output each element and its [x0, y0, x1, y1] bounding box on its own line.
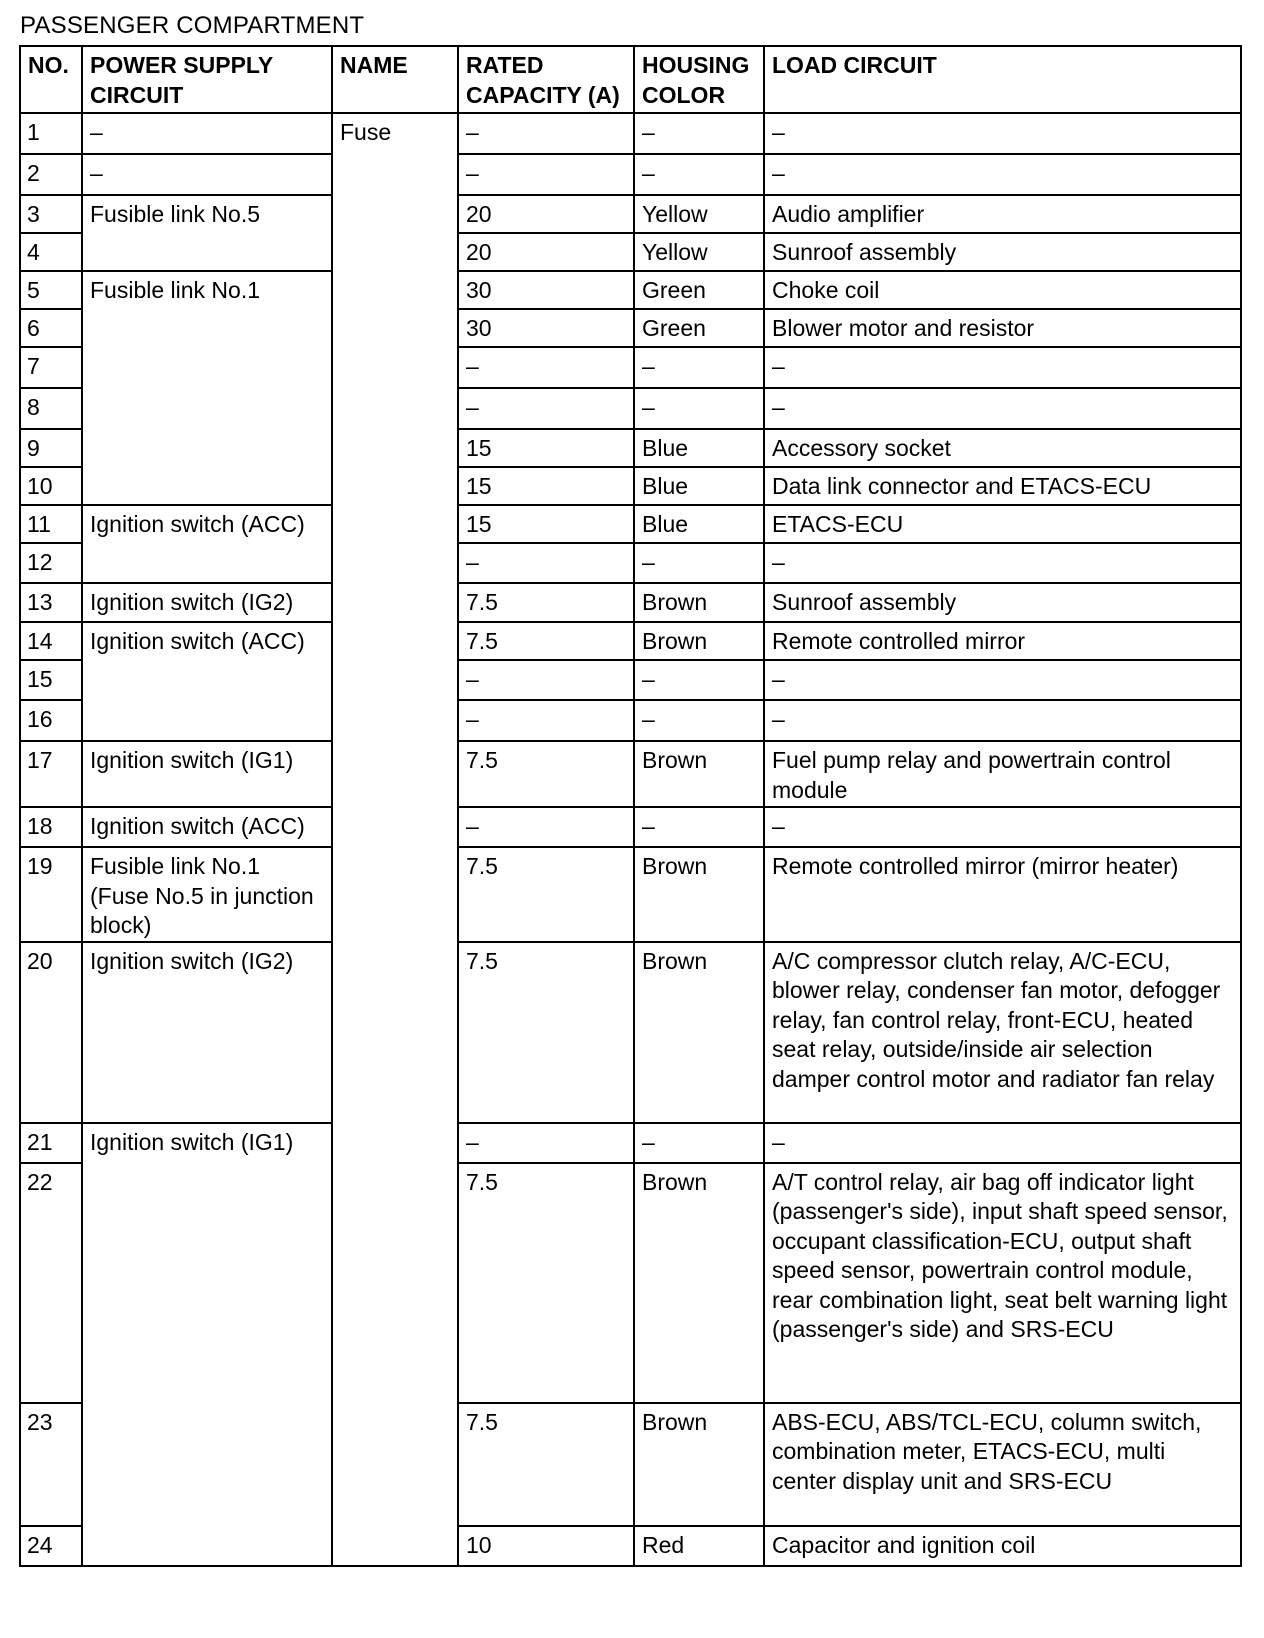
cell-color: Brown — [634, 741, 764, 807]
cell-load: A/C compressor clutch relay, A/C-ECU, blower relay, condenser fan motor, defogger relay, fan control relay, front-ECU, heated seat relay, outside/inside air selection damper control motor and radiator fan relay — [764, 942, 1241, 1123]
cell-no: 9 — [20, 429, 82, 467]
cell-power-supply: Ignition switch (ACC) — [82, 505, 332, 583]
cell-power-supply: – — [82, 113, 332, 154]
cell-load: – — [764, 700, 1241, 741]
cell-load: Blower motor and resistor — [764, 309, 1241, 347]
table-row — [20, 942, 1241, 1123]
cell-no: 21 — [20, 1123, 82, 1163]
cell-power-supply: Ignition switch (IG2) — [82, 583, 332, 622]
cell-no: 15 — [20, 660, 82, 700]
cell-rated: – — [458, 660, 634, 700]
cell-color: Yellow — [634, 195, 764, 233]
cell-color: – — [634, 347, 764, 388]
cell-no: 7 — [20, 347, 82, 388]
header-housing-color: HOUSING COLOR — [634, 46, 764, 113]
table-row — [20, 622, 1241, 660]
cell-color: Yellow — [634, 233, 764, 271]
table-row — [20, 741, 1241, 807]
cell-color: – — [634, 113, 764, 154]
cell-load: Data link connector and ETACS-ECU — [764, 467, 1241, 505]
cell-no: 5 — [20, 271, 82, 309]
cell-load: Sunroof assembly — [764, 233, 1241, 271]
header-name: NAME — [332, 46, 458, 113]
cell-no: 8 — [20, 388, 82, 429]
cell-load: – — [764, 154, 1241, 195]
cell-no: 16 — [20, 700, 82, 741]
cell-rated: 7.5 — [458, 942, 634, 1123]
cell-no: 13 — [20, 583, 82, 622]
cell-color: Brown — [634, 583, 764, 622]
cell-no: 23 — [20, 1403, 82, 1526]
cell-rated: 7.5 — [458, 622, 634, 660]
cell-load: – — [764, 113, 1241, 154]
cell-color: Red — [634, 1526, 764, 1566]
cell-color: Green — [634, 271, 764, 309]
cell-color: Blue — [634, 467, 764, 505]
cell-no: 11 — [20, 505, 82, 543]
cell-rated: 7.5 — [458, 1163, 634, 1403]
table-row — [20, 505, 1241, 543]
cell-color: Blue — [634, 505, 764, 543]
cell-no: 2 — [20, 154, 82, 195]
cell-no: 17 — [20, 741, 82, 807]
cell-power-supply: – — [82, 154, 332, 195]
cell-color: Brown — [634, 622, 764, 660]
table-row — [20, 807, 1241, 847]
table-row — [20, 847, 1241, 942]
cell-rated: 7.5 — [458, 847, 634, 942]
cell-load: Capacitor and ignition coil — [764, 1526, 1241, 1566]
header-power-supply: POWER SUPPLY CIRCUIT — [82, 46, 332, 113]
cell-color: Blue — [634, 429, 764, 467]
cell-power-supply: Fusible link No.1 — [82, 271, 332, 505]
cell-rated: – — [458, 154, 634, 195]
cell-load: – — [764, 1123, 1241, 1163]
cell-load: Fuel pump relay and powertrain control module — [764, 741, 1241, 807]
cell-color: – — [634, 154, 764, 195]
header-row — [20, 46, 1241, 113]
cell-load: Accessory socket — [764, 429, 1241, 467]
cell-rated: – — [458, 388, 634, 429]
cell-load: Remote controlled mirror — [764, 622, 1241, 660]
page-title: PASSENGER COMPARTMENT — [20, 12, 365, 39]
cell-power-supply: Ignition switch (IG1) — [82, 741, 332, 807]
header-no: NO. — [20, 46, 82, 113]
cell-color: – — [634, 807, 764, 847]
cell-rated: 7.5 — [458, 741, 634, 807]
cell-no: 20 — [20, 942, 82, 1123]
cell-no: 6 — [20, 309, 82, 347]
cell-color: – — [634, 700, 764, 741]
cell-rated: 20 — [458, 195, 634, 233]
cell-rated: – — [458, 700, 634, 741]
table-row — [20, 113, 1241, 154]
cell-rated: – — [458, 807, 634, 847]
cell-power-supply: Fusible link No.5 — [82, 195, 332, 271]
cell-no: 12 — [20, 543, 82, 583]
cell-rated: 10 — [458, 1526, 634, 1566]
cell-rated: 30 — [458, 271, 634, 309]
table-row — [20, 195, 1241, 233]
cell-load: – — [764, 347, 1241, 388]
cell-no: 3 — [20, 195, 82, 233]
cell-power-supply: Ignition switch (IG2) — [82, 942, 332, 1123]
cell-color: – — [634, 660, 764, 700]
cell-rated: – — [458, 543, 634, 583]
cell-load: Remote controlled mirror (mirror heater) — [764, 847, 1241, 942]
cell-no: 14 — [20, 622, 82, 660]
cell-rated: 15 — [458, 467, 634, 505]
cell-rated: 15 — [458, 505, 634, 543]
cell-no: 24 — [20, 1526, 82, 1566]
cell-no: 10 — [20, 467, 82, 505]
cell-load: A/T control relay, air bag off indicator light (passenger's side), input shaft speed sensor, occupant classification-ECU, output shaft speed sensor, powertrain control module, rear combination light, seat belt warning light (passenger's side) and SRS-ECU — [764, 1163, 1241, 1403]
cell-load: Choke coil — [764, 271, 1241, 309]
cell-rated: 7.5 — [458, 583, 634, 622]
cell-load: – — [764, 388, 1241, 429]
header-rated-capacity: RATED CAPACITY (A) — [458, 46, 634, 113]
cell-rated: 15 — [458, 429, 634, 467]
cell-color: – — [634, 388, 764, 429]
cell-power-supply: Ignition switch (IG1) — [82, 1123, 332, 1566]
cell-name: Fuse — [332, 113, 458, 1566]
header-load-circuit: LOAD CIRCUIT — [764, 46, 1241, 113]
cell-rated: 20 — [458, 233, 634, 271]
cell-color: Green — [634, 309, 764, 347]
table-row — [20, 271, 1241, 309]
cell-no: 19 — [20, 847, 82, 942]
cell-power-supply: Fusible link No.1 (Fuse No.5 in junction block) — [82, 847, 332, 942]
fuse-table — [19, 45, 1242, 1567]
cell-color: – — [634, 543, 764, 583]
cell-load: – — [764, 543, 1241, 583]
table-row — [20, 1123, 1241, 1163]
cell-no: 22 — [20, 1163, 82, 1403]
cell-power-supply: Ignition switch (ACC) — [82, 622, 332, 741]
cell-load: Sunroof assembly — [764, 583, 1241, 622]
cell-load: – — [764, 660, 1241, 700]
table-row — [20, 583, 1241, 622]
cell-load: ABS-ECU, ABS/TCL-ECU, column switch, combination meter, ETACS-ECU, multi center display unit and SRS-ECU — [764, 1403, 1241, 1526]
table-row — [20, 154, 1241, 195]
cell-power-supply: Ignition switch (ACC) — [82, 807, 332, 847]
cell-load: ETACS-ECU — [764, 505, 1241, 543]
cell-color: Brown — [634, 942, 764, 1123]
cell-color: Brown — [634, 1403, 764, 1526]
cell-rated: – — [458, 113, 634, 154]
cell-rated: 30 — [458, 309, 634, 347]
cell-no: 18 — [20, 807, 82, 847]
cell-color: Brown — [634, 847, 764, 942]
cell-load: – — [764, 807, 1241, 847]
cell-color: Brown — [634, 1163, 764, 1403]
cell-load: Audio amplifier — [764, 195, 1241, 233]
cell-rated: – — [458, 347, 634, 388]
cell-color: – — [634, 1123, 764, 1163]
cell-rated: 7.5 — [458, 1403, 634, 1526]
cell-rated: – — [458, 1123, 634, 1163]
cell-no: 4 — [20, 233, 82, 271]
cell-no: 1 — [20, 113, 82, 154]
